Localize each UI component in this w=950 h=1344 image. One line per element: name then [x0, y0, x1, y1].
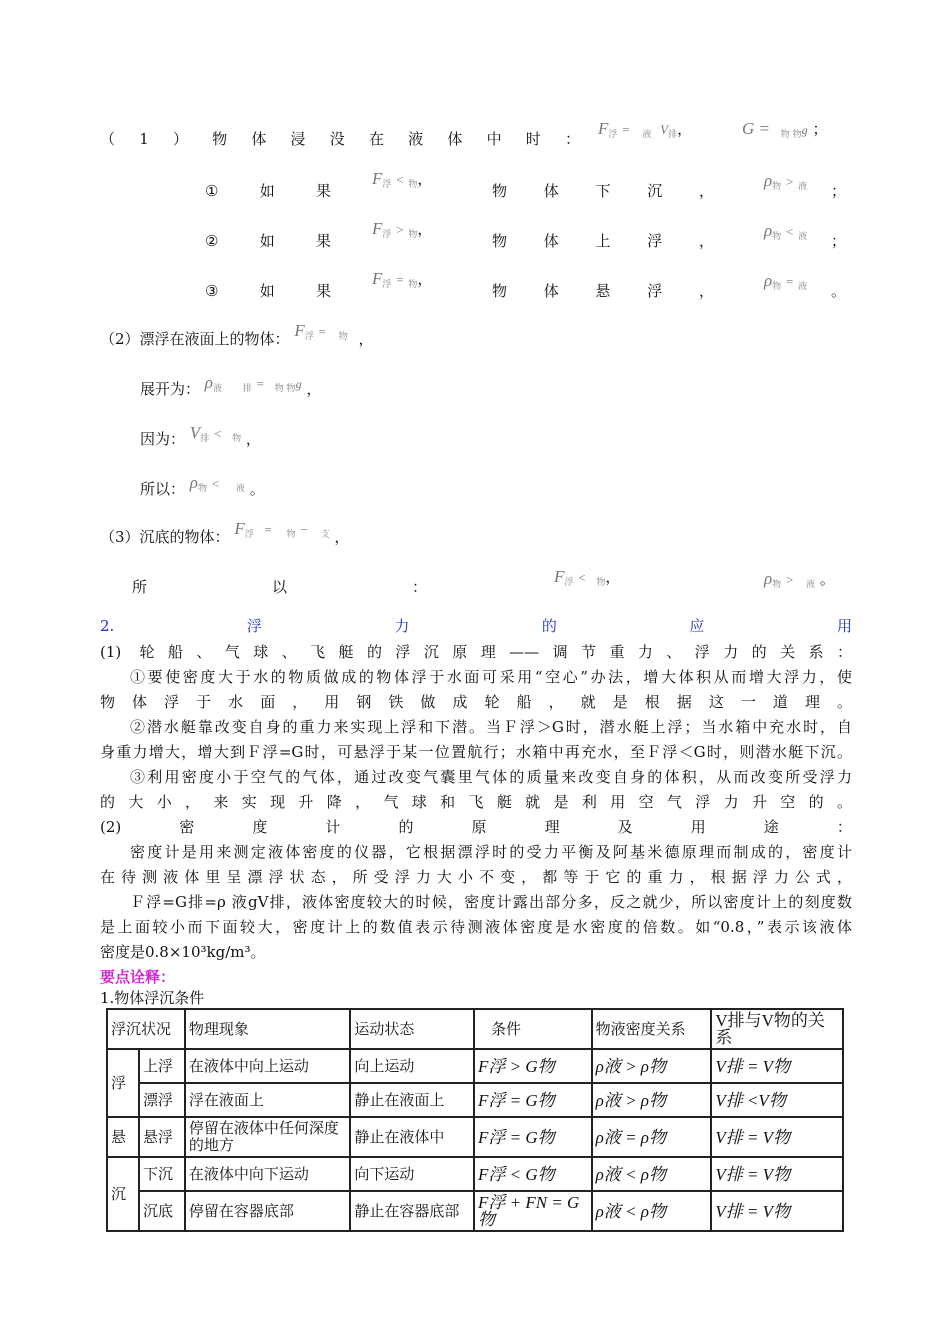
table-header-row: [107, 1009, 843, 1049]
word: 液: [408, 130, 424, 148]
buoyancy-table: [106, 1008, 844, 1232]
table-cell: 悬浮: [139, 1117, 185, 1157]
word: 途: [763, 818, 779, 836]
word: 如: [259, 182, 275, 200]
table-cell: 在液体中向上运动: [185, 1049, 350, 1083]
word: 如: [259, 232, 275, 250]
word: 理: [544, 818, 560, 836]
word: 浮: [246, 617, 262, 635]
table-cell: ρ液 > ρ物: [592, 1049, 712, 1083]
word: 2.: [100, 617, 115, 635]
word: 密: [179, 818, 195, 836]
word: 度: [252, 818, 268, 836]
word: 浸: [290, 130, 306, 148]
word: 用: [836, 617, 852, 635]
paragraph: [100, 640, 852, 665]
table-cell: 静止在液面上: [350, 1083, 474, 1117]
table-cell: 静止在液体中: [350, 1117, 474, 1157]
table-cell: F浮 + FN = G物: [474, 1191, 592, 1231]
table-cell: ρ液 = ρ物: [592, 1117, 712, 1157]
table-header: 运动状态: [350, 1009, 474, 1049]
word: (2): [100, 818, 122, 836]
word: 没: [329, 130, 345, 148]
table-cell: V排 = V物: [711, 1117, 843, 1157]
table-cell: F浮 < G物: [474, 1157, 592, 1191]
table-cell: V排 = V物: [711, 1191, 843, 1231]
table-cell: 漂浮: [139, 1083, 185, 1117]
table-cell: ρ液 < ρ物: [592, 1157, 712, 1191]
table-header: 物理现象: [185, 1009, 350, 1049]
table-cell: F浮 = G物: [474, 1083, 592, 1117]
table-row: [107, 1191, 843, 1231]
case-formula: $F_浮 > _物$，: [372, 219, 433, 240]
word: 浮: [647, 232, 663, 250]
density-relation: $\rho_物 < _液$ ；: [764, 221, 846, 250]
word: ）: [172, 130, 188, 148]
word: 物: [492, 232, 508, 250]
word: ：: [564, 130, 580, 148]
sinking-line: （3）沉底的物体： $F_浮 = _物 - _支$ ，: [100, 519, 350, 546]
table-header: 条件: [474, 1009, 592, 1049]
table-cell: 停留在容器底部: [185, 1191, 350, 1231]
word: 沉: [647, 182, 663, 200]
case-formula: $F_浮 < _物$，: [372, 169, 433, 190]
word: 果: [315, 282, 331, 300]
text-line: 密度是0.8×10³kg/m³。: [100, 943, 266, 961]
word: 在: [368, 130, 384, 148]
word: 如: [259, 282, 275, 300]
keypoints-subtitle: 1.物体浮沉条件: [100, 989, 205, 1007]
word: 物: [492, 182, 508, 200]
table-header: 浮沉状况: [107, 1009, 185, 1049]
floating-line: （2）漂浮在液面上的物体： $F_浮 = _物$ ，: [100, 321, 374, 348]
word: 原: [471, 818, 487, 836]
word: 体: [543, 282, 559, 300]
text-line: (1) 轮船、气球、飞艇的浮沉原理——调节重力、浮力的关系：: [100, 643, 852, 661]
group-cell: 浮: [107, 1049, 139, 1117]
density-relation: $\rho_物 = _液$ 。: [764, 271, 846, 300]
case-number: ③: [205, 282, 219, 300]
table-cell: 在液体中向下运动: [185, 1157, 350, 1191]
word: 体: [543, 182, 559, 200]
word: 下: [595, 182, 611, 200]
word: 时: [525, 130, 541, 148]
word: （: [100, 130, 116, 148]
word: 体: [251, 130, 267, 148]
group-cell: 悬: [107, 1117, 139, 1157]
case-formula: $F_浮 = _物$，: [372, 269, 433, 290]
table-row: [107, 1117, 843, 1157]
table-cell: F浮 > G物: [474, 1049, 592, 1083]
text-line: 的大小，来实现升降，气球和飞艇就是利用空气浮力升空的。: [100, 793, 852, 811]
table-cell: 下沉: [139, 1157, 185, 1191]
group-cell: 沉: [107, 1157, 139, 1231]
word: 上: [595, 232, 611, 250]
text-line: ③利用密度小于空气的气体，通过改变气囊里气体的质量来改变自身的体积，从而改变所受浮力: [130, 768, 852, 786]
word: 果: [315, 232, 331, 250]
density-relation: $\rho_物 > _液$ ；: [764, 171, 846, 200]
table-row: [107, 1049, 843, 1083]
word: 及: [617, 818, 633, 836]
text-line: Ｆ浮=G排=ρ 液gV排，液体密度较大的时候，密度计露出部分多，反之就少，所以密度计上的刻度数: [130, 893, 852, 911]
word: 所: [132, 578, 148, 596]
so-line: 所以： $\rho_物 < _液$ 。: [140, 473, 265, 498]
table-cell: V排 = V物: [711, 1157, 843, 1191]
table-cell: ρ液 < ρ物: [592, 1191, 712, 1231]
section-heading: [100, 615, 852, 637]
paragraph: [100, 765, 852, 815]
text-line: 在待测液体里呈漂浮状态，所受浮力大小不变，都等于它的重力，根据浮力公式，: [100, 868, 852, 886]
case-number: ①: [205, 182, 219, 200]
word: ，: [698, 232, 714, 250]
because-line: 因为： $V_排 < _物$ ，: [140, 423, 261, 448]
paragraph: [100, 840, 852, 890]
table-header: V排与V物的关系: [711, 1009, 843, 1049]
word: 以: [272, 578, 288, 596]
word: 悬: [595, 282, 611, 300]
keypoints-title: 要点诠释：: [100, 968, 176, 986]
word: 物: [212, 130, 228, 148]
table-row: [107, 1157, 843, 1191]
word: ，: [698, 282, 714, 300]
paragraph: [100, 890, 852, 965]
sink-density: $\rho_物 > _液$ 。: [764, 569, 835, 590]
table-cell: 上浮: [139, 1049, 185, 1083]
table-cell: 向上运动: [350, 1049, 474, 1083]
table-cell: ρ液 > ρ物: [592, 1083, 712, 1117]
table-cell: 浮在液面上: [185, 1083, 350, 1117]
text-line: ②潜水艇靠改变自身的重力来实现上浮和下潜。当Ｆ浮＞G时，潜水艇上浮；当水箱中充水时，自: [130, 718, 852, 736]
word: 的: [541, 617, 557, 635]
text-line: 身重力增大，增大到Ｆ浮=G时，可悬浮于某一位置航行；水箱中再充水，至Ｆ浮＜G时，则潜水艇下沉。: [100, 743, 852, 761]
text-line: 是上面较小而下面较大，密度计上的数值表示待测液体密度是水密度的倍数。如“0.8，”表示该液体: [100, 918, 852, 936]
word: 中: [486, 130, 502, 148]
table-cell: 向下运动: [350, 1157, 474, 1191]
table-cell: 静止在容器底部: [350, 1191, 474, 1231]
condition-intro-row: [100, 128, 580, 150]
table-header: 物液密度关系: [592, 1009, 712, 1049]
word: 1: [139, 130, 149, 148]
word: ，: [698, 182, 714, 200]
word: 物: [492, 282, 508, 300]
table-cell: 停留在液体中任何深度的地方: [185, 1117, 350, 1157]
text-line: 密度计是用来测定液体密度的仪器，它根据漂浮时的受力平衡及阿基米德原理而制成的，密度计: [130, 843, 852, 861]
word: 体: [543, 232, 559, 250]
table-cell: V排 = V物: [711, 1049, 843, 1083]
text-line: 物体浮于水面，用钢铁做成轮船，就是根据这一道理。: [100, 693, 852, 711]
table-cell: 沉底: [139, 1191, 185, 1231]
word: 力: [394, 617, 410, 635]
word: ：: [412, 578, 428, 596]
sink-formula: $F_浮 < _物$，: [554, 567, 621, 588]
word: 浮: [647, 282, 663, 300]
case-number: ②: [205, 232, 219, 250]
paragraph: [100, 715, 852, 765]
paragraph: [100, 665, 852, 715]
word: 应: [689, 617, 705, 635]
expand-line: 展开为： $\rho_液$ $_排$ = $_{物 物}$g ，: [140, 373, 322, 398]
word: 体: [447, 130, 463, 148]
table-cell: F浮 = G物: [474, 1117, 592, 1157]
subheading-hydrometer: [100, 816, 852, 838]
word: 的: [398, 818, 414, 836]
word: 果: [315, 182, 331, 200]
table-cell: V排 <V物: [711, 1083, 843, 1117]
word: 计: [325, 818, 341, 836]
text-line: ①要使密度大于水的物质做成的物体浮于水面可采用“空心”办法，增大体积从而增大浮力，使: [130, 668, 852, 686]
word: 用: [690, 818, 706, 836]
buoyancy-formula: $F_浮 = _液$ $V_排$，: [598, 119, 693, 140]
gravity-formula: G = $_{物 物}$g ；: [742, 119, 828, 140]
word: ：: [836, 818, 852, 836]
table-row: [107, 1083, 843, 1117]
